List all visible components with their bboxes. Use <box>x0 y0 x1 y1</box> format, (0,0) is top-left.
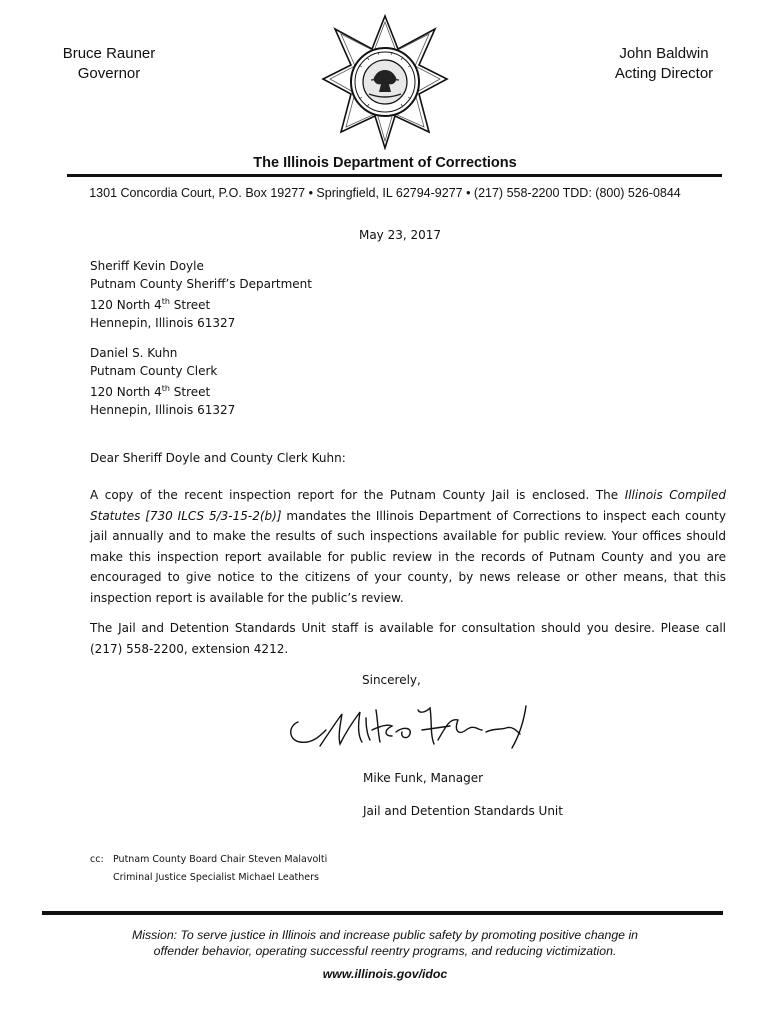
cc-row <box>90 869 327 887</box>
department-title: The Illinois Department of Corrections <box>253 155 517 171</box>
cc-recipient: Putnam County Board Chair Steven Malavolti <box>113 854 328 865</box>
director-name: John Baldwin <box>619 45 709 62</box>
governor-block <box>44 44 174 84</box>
header-divider <box>67 174 722 177</box>
cc-list <box>90 851 327 887</box>
mission-statement: Mission: To serve justice in Illinois and increase public safety by promoting positive change in offender behavior, operating successful reentry programs, and reducing victimization. <box>131 928 639 958</box>
recipient-city: Hennepin, Illinois 61327 <box>90 315 236 330</box>
signer-unit: Jail and Detention Standards Unit <box>363 804 563 818</box>
statute-citation: Illinois Compiled Statutes [730 ILCS 5/3-15-2(b)] <box>90 488 726 523</box>
body-paragraph-2: The Jail and Detention Standards Unit staff is available for consultation should you desire. Please call (217) 558-2200, extension 4212. <box>90 621 726 656</box>
director-title: Acting Director <box>614 65 714 82</box>
department-address: 1301 Concordia Court, P.O. Box 19277 • Springfield, IL 62794-9277 • (217) 558-2200 TDD: (800) 526-0844 <box>89 186 681 200</box>
closing: Sincerely, <box>362 673 421 687</box>
recipient-address-1 <box>90 258 312 332</box>
cc-label: cc: <box>90 854 104 865</box>
cc-recipient: Criminal Justice Specialist Michael Leathers <box>113 872 320 883</box>
star-badge-seal-icon <box>300 14 470 150</box>
cc-row <box>90 851 327 869</box>
footer-divider <box>42 911 723 915</box>
recipient-name: Sheriff Kevin Doyle <box>90 259 204 273</box>
letter-date: May 23, 2017 <box>358 228 442 242</box>
handwritten-signature <box>280 700 550 760</box>
recipient-org: Putnam County Sheriff’s Department <box>90 276 312 291</box>
director-block <box>594 44 734 84</box>
recipient-name: Daniel S. Kuhn <box>90 346 178 360</box>
recipient-address-2 <box>90 345 235 419</box>
recipient-city: Hennepin, Illinois 61327 <box>90 402 236 417</box>
governor-name: Bruce Rauner <box>62 45 156 62</box>
body-paragraph-1: A copy of the recent inspection report for the Putnam County Jail is enclosed. The Illinois Compiled Statutes [730 ILCS 5/3-15-2(b)] mandates the Illinois Department of Corrections to inspect each county jail annually and to make the results of such inspections available for public review. Your offices should make this inspection report available for public review in the records of Putnam County and you are encouraged to give notice to the citizens of your county, by news release or other means, that this inspection report is available for the public’s review. <box>90 488 726 605</box>
governor-title: Governor <box>77 65 141 82</box>
salutation: Dear Sheriff Doyle and County Clerk Kuhn: <box>90 451 346 465</box>
recipient-street: 120 North 4th Street <box>90 297 211 312</box>
website-link[interactable]: www.illinois.gov/idoc <box>322 967 448 981</box>
recipient-org: Putnam County Clerk <box>90 363 218 378</box>
recipient-street: 120 North 4th Street <box>90 384 211 399</box>
signer-name: Mike Funk, Manager <box>363 771 484 785</box>
